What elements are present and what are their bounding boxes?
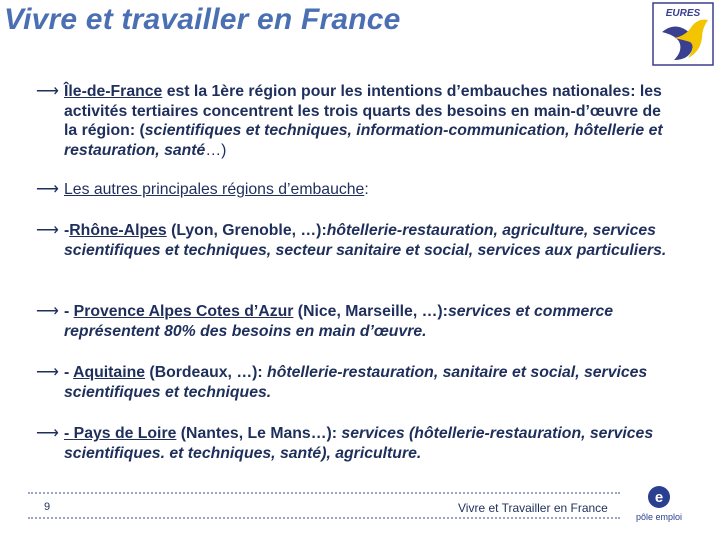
region-link-pays-de-loire[interactable]: Pays de Loire — [73, 425, 177, 442]
item-prefix: - — [64, 303, 74, 320]
region-link-rhone-alpes[interactable]: Rhône-Alpes — [69, 222, 167, 239]
region-cities: (Nice, Marseille, …): — [293, 303, 448, 320]
pole-emploi-logo-text: pôle emploi — [635, 512, 683, 522]
paragraph-aquitaine — [36, 363, 676, 402]
paragraph-ile-de-france — [36, 82, 676, 160]
paragraph-other-regions — [36, 180, 676, 200]
region-sectors: hôtellerie-restauration, agriculture, services scientifiques et techniques, secteur sanitaire et social, services aux particuliers. — [64, 222, 667, 259]
item-prefix: - — [64, 222, 70, 239]
region-cities: (Lyon, Grenoble, …): — [166, 222, 327, 239]
arrow-icon: ⟶ — [36, 425, 59, 442]
paragraph-rhone-alpes — [36, 221, 686, 260]
paragraph-paca — [36, 302, 696, 341]
footer-divider-bottom — [28, 517, 620, 519]
svg-text:e: e — [654, 489, 664, 506]
footer-divider-top — [28, 492, 620, 494]
arrow-icon: ⟶ — [36, 83, 59, 100]
sector-list: scientifiques et techniques, information-communication, hôtellerie et restauration, santé — [64, 122, 663, 159]
footer-title: Vivre et Travailler en France — [458, 501, 608, 515]
eures-logo-text: EURES — [665, 8, 701, 19]
item-prefix: - — [64, 364, 74, 381]
arrow-icon: ⟶ — [36, 303, 59, 320]
paragraph-pays-de-loire — [36, 424, 676, 463]
region-sectors: services et commerce représentent 80% des besoins en main d’œuvre. — [64, 303, 614, 340]
paragraph-ending: …) — [205, 141, 227, 159]
heading-colon: : — [364, 181, 369, 198]
region-link-ile-de-france[interactable]: Île-de-France — [64, 83, 163, 100]
eures-logo — [652, 2, 714, 66]
arrow-icon: ⟶ — [36, 222, 59, 239]
region-link-paca[interactable]: Provence Alpes Cotes d’Azur — [73, 303, 294, 320]
arrow-icon: ⟶ — [36, 181, 59, 198]
region-cities: (Bordeaux, …): — [145, 364, 268, 381]
item-prefix: - — [64, 425, 74, 442]
region-sectors: hôtellerie-restauration, sanitaire et social, services scientifiques et techniques. — [64, 364, 648, 401]
paragraph-text: est la 1ère région pour les intentions d’embauches nationales: les activités tertiaires concentrent les trois quarts des besoins en main-d’œuvre de la région: ( — [64, 83, 662, 140]
other-regions-heading[interactable]: Les autres principales régions d’embauche — [64, 181, 365, 198]
pole-emploi-logo — [634, 484, 684, 524]
slide-title: Vivre et travailler en France — [4, 3, 401, 36]
region-link-aquitaine[interactable]: Aquitaine — [73, 364, 146, 381]
region-cities: (Nantes, Le Mans…): — [176, 425, 342, 442]
arrow-icon: ⟶ — [36, 364, 59, 381]
page-number: 9 — [44, 501, 51, 513]
region-sectors: services (hôtellerie-restauration, services scientifiques. et techniques, santé), agriculture. — [64, 425, 654, 462]
